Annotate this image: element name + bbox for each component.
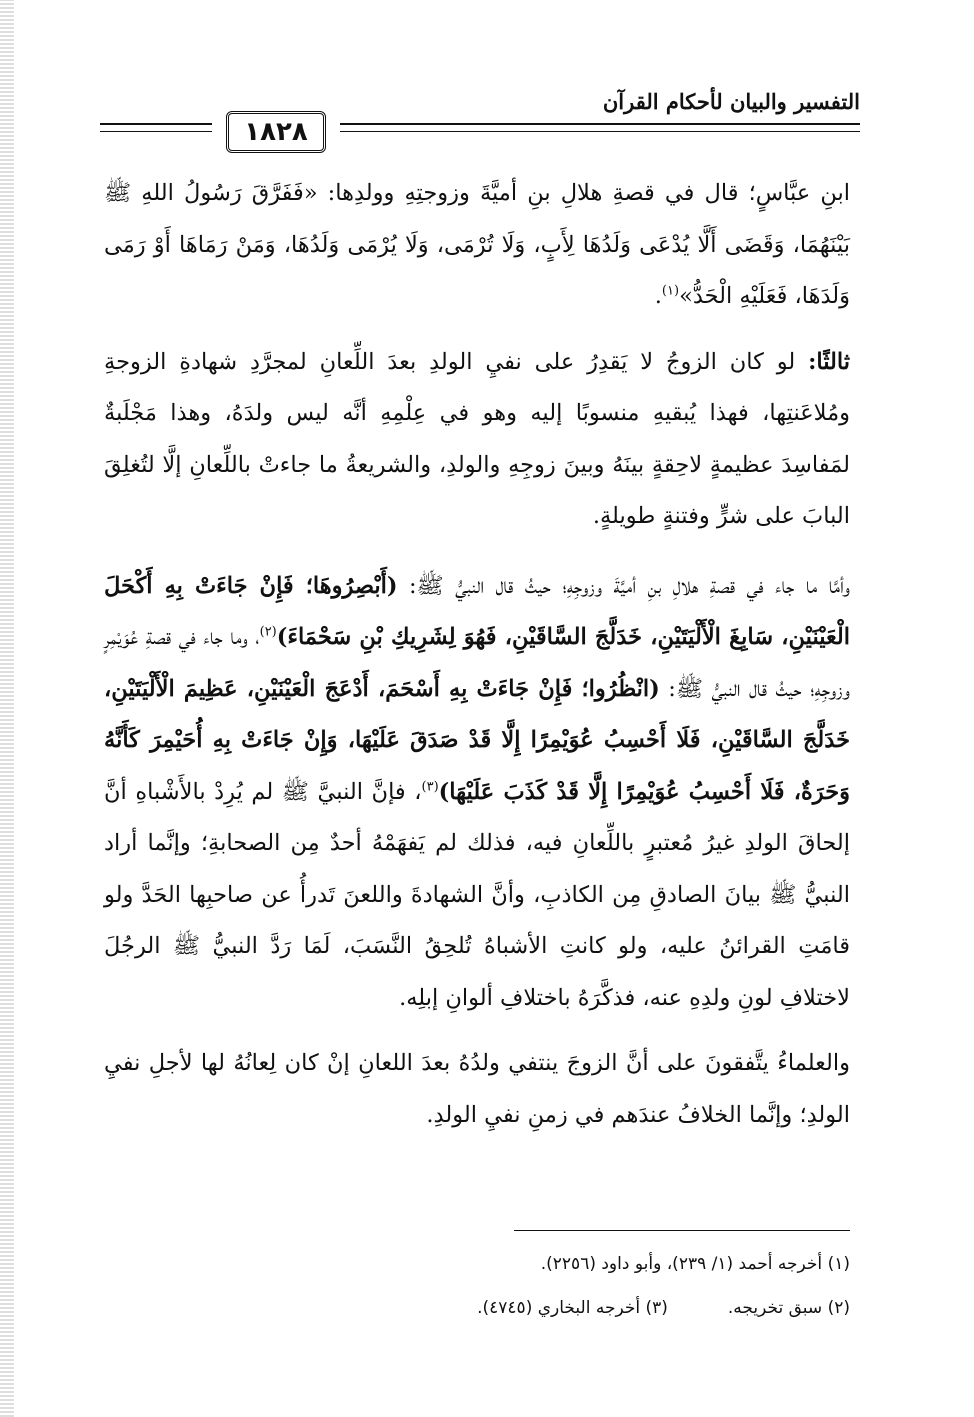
footnote-number: (٣) [645, 1298, 668, 1318]
page-header [100, 85, 860, 155]
footnote-separator [514, 1230, 850, 1231]
footnote-text: سبق تخريجه. [727, 1298, 823, 1318]
text-span: ابنِ عبَّاسٍ؛ قال في قصةِ هلالِ بنِ أميَّةَ وزوجتِهِ وولدِها: «فَفَرَّقَ رَسُولُ اللهِ ﷺ بَيْنَهُمَا، وَقَضَى أَلَّا يُدْعَى وَلَدُهَا لِأَبٍ، وَلَا تُرْمَى، وَلَا يُرْمَى وَلَدُهَا، وَمَنْ رَمَاهَا أَوْ رَمَى وَلَدَهَا، فَعَلَيْهِ الْحَدُّ» [104, 180, 850, 309]
text-span: وأمَّا ما جاء في قصةِ هلالِ بنِ أميَّةَ وزوجِهِ؛ حيثُ قال النبيُّ ﷺ: [397, 572, 850, 599]
paragraph [104, 337, 850, 543]
text-span: . [654, 283, 662, 309]
footnote-ref: (٢) [259, 624, 277, 640]
text-span: ، فإنَّ النبيَّ ﷺ لم يُرِدْ بالأَشْباهِ أنَّ إلحاقَ الولدِ غيرُ مُعتبرٍ باللِّعانِ فيه، فذلك لم يَفهَمْهُ أحدٌ مِن الصحابةِ؛ وإنَّما أراد النبيُّ ﷺ بيانَ الصادقِ مِن الكاذبِ، وأنَّ الشهادةَ واللعنَ تَدرأُ عن صاحبِها الحَدَّ ولو قامَتِ القرائنُ عليه، ولو كانتِ الأشباهُ تُلحِقُ النَّسَبَ، لَمَا رَدَّ النبيُّ ﷺ الرجُلَ لاختلافِ لونِ ولدِهِ عنه، فذكَّرَهُ باختلافِ ألوانِ إبلِه. [104, 778, 850, 1011]
body-text [104, 168, 850, 1141]
book-title: التفسير والبيان لأحكام القرآن [602, 89, 860, 114]
text-span: ، وما جاء في قصةِ عُوَيْمِرٍ وزوجِهِ؛ حيثُ قال النبيُّ ﷺ: [104, 624, 850, 702]
page-number: ١٨٢٨ [226, 111, 326, 153]
footnote-number: (٢) [827, 1298, 850, 1318]
scan-edge [0, 0, 14, 1417]
header-rule [100, 123, 212, 125]
bold-text: ثالثًا: [808, 348, 850, 375]
footnote-text: أخرجه البخاري (٤٧٤٥). [477, 1298, 641, 1318]
paragraph [104, 561, 850, 1025]
footnote-ref: (٣) [421, 779, 439, 794]
footnote-row [104, 1286, 850, 1330]
header-rule [340, 123, 860, 125]
text-span: لو كان الزوجُ لا يَقدِرُ على نفيِ الولدِ بعدَ اللِّعانِ لمجرَّدِ شهادةِ الزوجةِ ومُلاعَنتِها، فهذا يُبقيهِ منسوبًا إليه وهو في عِلْمِهِ أنَّه ليس ولدَهُ، وهذا مَجْلَبةٌ لمَفاسِدَ عظيمةٍ لاحِقةٍ بينَهُ وبينَ زوجِهِ والولدِ، والشريعةُ ما جاءتْ باللِّعانِ إلَّا لتُغلِقَ البابَ على شرٍّ وفتنةٍ طويلةٍ. [104, 348, 850, 529]
footnote-ref: (١) [661, 283, 680, 299]
text-span: والعلماءُ يتَّفقونَ على أنَّ الزوجَ ينتفي ولدُهُ بعدَ اللعانِ إنْ كان لِعانُهُ لها لأجلِ نفيِ الولدِ؛ وإنَّما الخلافُ عندَهم في زمنِ نفيِ الولدِ. [104, 1050, 850, 1128]
header-rule [100, 131, 212, 132]
footnote [104, 1242, 850, 1286]
footnote-number: (١) [827, 1254, 850, 1274]
footnote [477, 1286, 668, 1330]
paragraph [104, 1038, 850, 1141]
bold-text: (أَبْصِرُوهَا؛ فَإِنْ جَاءَتْ بِهِ أَكْحَلَ الْعَيْنَيْنِ، سَابِغَ الْأَلْيَتَيْنِ، خَدَلَّجَ السَّاقَيْنِ، فَهُوَ لِشَرِيكِ بْنِ سَحْمَاءَ) [104, 572, 850, 650]
bold-text: (انْظُرُوا؛ فَإِنْ جَاءَتْ بِهِ أَسْحَمَ، أَدْعَجَ الْعَيْنَيْنِ، عَظِيمَ الْأَلْيَتَيْنِ، خَدَلَّجَ السَّاقَيْنِ، فَلَا أَحْسِبُ عُوَيْمِرًا إِلَّا قَدْ صَدَقَ عَلَيْهَا، وَإِنْ جَاءَتْ بِهِ أُحَيْمِرَ كَأَنَّهُ وَحَرَةٌ، فَلَا أَحْسِبُ عُوَيْمِرًا إِلَّا قَدْ كَذَبَ عَلَيْهَا) [104, 675, 850, 805]
header-rule [340, 131, 860, 132]
paragraph [104, 168, 850, 323]
footnotes [104, 1242, 850, 1330]
footnote-text: أخرجه أحمد (١/ ٢٣٩)، وأبو داود (٢٢٥٦). [540, 1254, 823, 1274]
footnote [728, 1286, 850, 1330]
